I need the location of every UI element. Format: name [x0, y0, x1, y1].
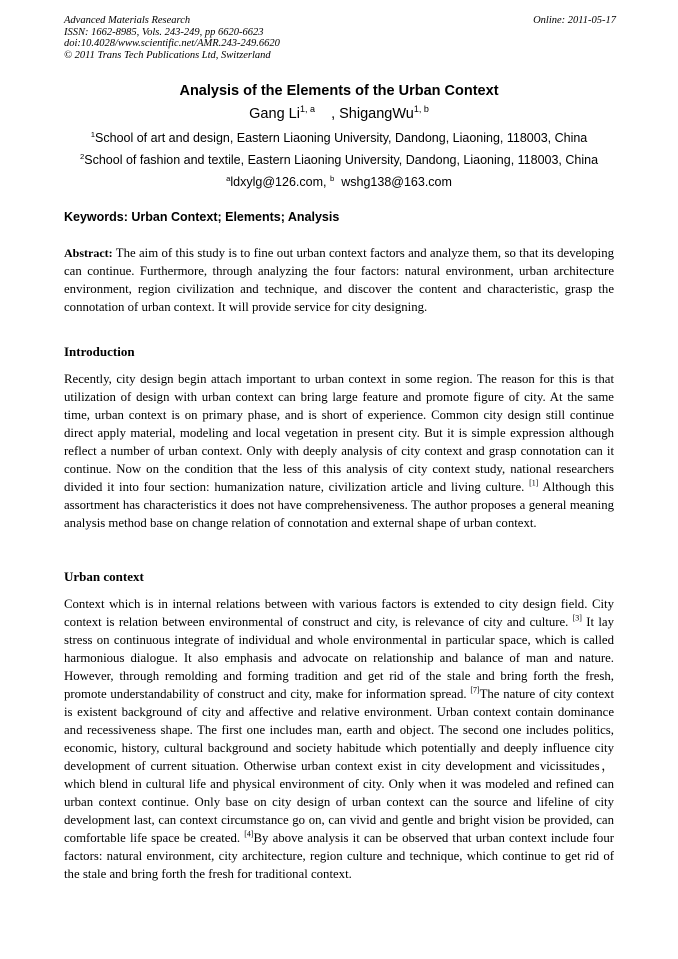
- author-1: Gang Li: [249, 106, 300, 122]
- urban-context-paragraph: Context which is in internal relations between with various factors is extended to city design field. City context is relation between environmental of construct and city, is relevance of city and culture. [3] It lay stress on continuous integrate of individual and whole environmental in particular space, which is called harmonious dialogue. It also emphasis and advocate on relationship and balance of man and nature. However, through remolding and forming tradition and get rid of the stale and bring forth the fresh, promote understandability of construct and city, make for information spread. [7]The nature of city context is existent background of city and affective and relative environment. Urban context contain dominance and recessiveness shape. The first one includes man, earth and object. The second one includes politics, economic, history, cultural background and society habitude which potentially and deeply influence city development of current situation. Otherwise urban context exist in city development and vicissitudes，which blend in cultural life and physical environment of city. Only when it was modeled and refined can urban context continue. Only base on city design of urban context can the source and lifeline of city development last, can context circumstance go on, can vivid and gentle and bright vision be provided, can comfortable life space be created. [4]By above analysis it can be observed that urban context include four factors: natural environment, city architecture, region culture and technique, which continue to get rid of the stale and bring forth the fresh for traditional context.: [64, 597, 614, 881]
- citation: [4]: [244, 829, 254, 839]
- abstract: [64, 244, 614, 316]
- paper-title: Analysis of the Elements of the Urban Context: [179, 83, 499, 99]
- doi: doi:10.4028/www.scientific.net/AMR.243-249.6620: [64, 38, 280, 49]
- email-a: ldxylg@126.com,: [230, 175, 327, 189]
- email-b: wshg138@163.com: [341, 175, 452, 189]
- author-2: , ShigangWu: [331, 106, 414, 122]
- online-date: Online: 2011-05-17: [533, 15, 616, 26]
- authors: [0, 106, 678, 122]
- citation: [1]: [529, 478, 539, 488]
- citation: [7]: [470, 685, 480, 695]
- citation: [3]: [572, 613, 582, 623]
- introduction-paragraph: Recently, city design begin attach important to urban context in some region. The reason for this is that utilization of design with urban context can bring large feature and promote figure of city. At the same time, urban context is on primary phase, and is short of experience. Common city design still continue direct apply material, modeling and local vegetation in present city. But it is simple expression although reflect a number of urban context. Only with deeply analysis of city context and grasp connotation can it continue. Now on the condition that the less of this analysis of city context study, national researchers divided it into four section: humanization nature, civilization article and living culture. [1] Although this assortment has characteristics it does not have comprehensiveness. The author proposes a general meaning analysis method base on change relation of connotation and external shape of urban context.: [64, 372, 614, 530]
- urban-context-heading: Urban context: [64, 569, 144, 584]
- keywords: Keywords: Urban Context; Elements; Analysis: [64, 210, 340, 224]
- author-2-affiliation: 1, b: [413, 104, 429, 115]
- journal-header: [64, 15, 616, 61]
- copyright: © 2011 Trans Tech Publications Ltd, Switzerland: [64, 49, 271, 61]
- abstract-label: Abstract:: [64, 246, 113, 260]
- journal-name: Advanced Materials Research: [64, 15, 191, 26]
- introduction-heading: Introduction: [64, 344, 135, 359]
- author-1-affiliation: 1, a: [299, 104, 315, 115]
- affiliation-2: $^2$School of fashion and textile, Eastern Liaoning University, Dandong, Liaoning, 118003, China: [79, 151, 599, 167]
- emails: $^a$ldxylg@126.com, $^b$ wshg138@163.com: [226, 173, 452, 189]
- issn: ISSN: 1662-8985, Vols. 243-249, pp 6620-6623: [64, 26, 264, 38]
- abstract-text: The aim of this study is to fine out urban context factors and analyze them, so that its developing can continue. Furthermore, through analyzing the four factors: natural environment, urban architecture environment, region civilization and technique, and discover the content and characteristic, grasp the connotation of urban context. It will provide service for city designing.: [64, 246, 614, 314]
- affiliation-1: $^1$School of art and design, Eastern Liaoning University, Dandong, Liaoning, 118003, China: [90, 129, 588, 145]
